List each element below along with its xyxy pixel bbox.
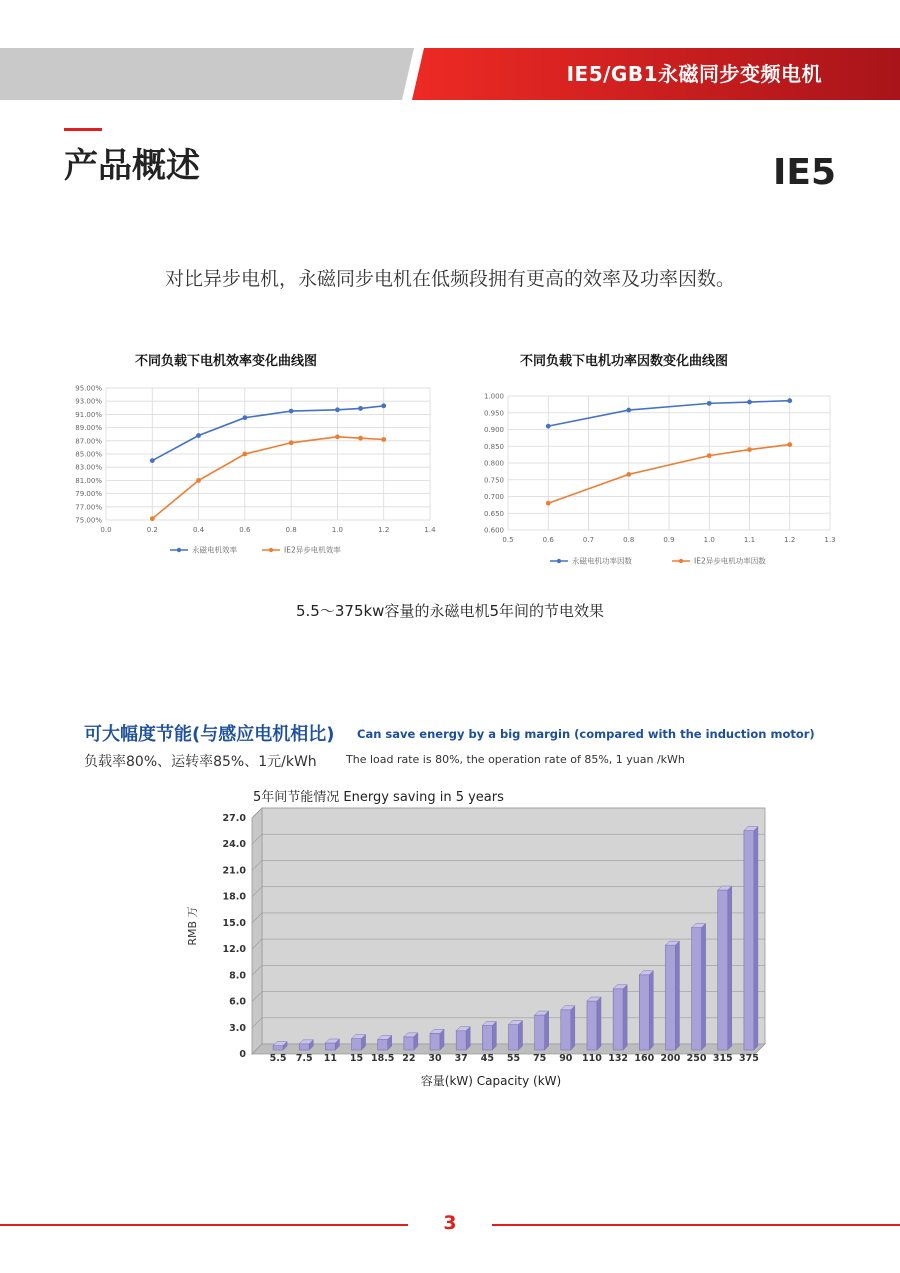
x-tick-label: 315 xyxy=(712,1053,733,1064)
y-tick-label: 0.700 xyxy=(483,493,504,501)
footer-line-left xyxy=(0,1224,408,1226)
bar-side-face xyxy=(623,985,627,1050)
data-point xyxy=(150,516,155,521)
bar-side-face xyxy=(545,1011,549,1050)
x-tick-label: 45 xyxy=(480,1053,494,1064)
y-tick-label: 24.0 xyxy=(222,839,246,851)
x-tick-label: 30 xyxy=(428,1053,442,1064)
x-tick-label: 1.2 xyxy=(378,526,390,534)
bar xyxy=(587,1001,597,1050)
y-tick-label: 89.00% xyxy=(75,424,102,433)
data-point xyxy=(335,434,340,439)
y-tick-label: 87.00% xyxy=(75,437,102,446)
y-axis-label: RMB 万 xyxy=(186,906,199,946)
title-accent-line xyxy=(64,128,102,131)
intro-text: 对比异步电机，永磁同步电机在低频段拥有更高的效率及功率因数。 xyxy=(164,268,735,290)
y-tick-label: 77.00% xyxy=(75,503,102,512)
footer-line-right xyxy=(492,1224,900,1226)
bar-side-face xyxy=(466,1027,470,1050)
y-tick-label: 0.650 xyxy=(483,509,504,518)
x-tick-label: 1.1 xyxy=(743,536,756,544)
x-tick-label: 1.2 xyxy=(784,536,796,544)
data-point xyxy=(626,472,631,477)
bar-side-face xyxy=(440,1029,444,1050)
x-tick-label: 250 xyxy=(686,1053,707,1064)
data-point xyxy=(196,478,201,483)
y-tick-label: 3.0 xyxy=(229,1022,246,1034)
x-tick-label: 1.0 xyxy=(703,536,715,544)
y-tick-label: 85.00% xyxy=(75,450,102,459)
x-tick-label: 7.5 xyxy=(295,1053,313,1064)
bar xyxy=(692,928,702,1050)
bar xyxy=(561,1010,571,1050)
y-tick-label: 75.00% xyxy=(75,516,102,525)
data-point xyxy=(381,437,386,442)
x-tick-label: 75 xyxy=(533,1053,547,1064)
y-tick-label: 0.750 xyxy=(483,476,504,485)
data-point xyxy=(150,458,155,463)
bar xyxy=(613,989,623,1050)
x-tick-label: 22 xyxy=(402,1053,416,1064)
power-factor-chart-title: 不同负载下电机功率因数变化曲线图 xyxy=(520,354,729,369)
bar-side-face xyxy=(519,1021,523,1050)
y-tick-label: 1.000 xyxy=(483,392,504,401)
x-tick-label: 200 xyxy=(660,1053,681,1064)
data-point xyxy=(707,401,712,406)
savings-heading-cn: 可大幅度节能(与感应电机相比) xyxy=(84,724,335,745)
x-tick-label: 1.0 xyxy=(331,526,343,534)
x-tick-label: 1.3 xyxy=(824,536,836,544)
x-tick-label: 0.2 xyxy=(146,526,158,534)
data-point xyxy=(358,436,363,441)
data-point xyxy=(546,501,551,506)
x-tick-label: 160 xyxy=(634,1053,655,1064)
x-tick-label: 11 xyxy=(323,1053,338,1064)
efficiency-grade-label: IE5 xyxy=(772,152,836,193)
bar xyxy=(718,890,728,1050)
bar xyxy=(482,1026,492,1050)
energy-saving-bar-chart xyxy=(180,800,780,1100)
y-tick-label: 12.0 xyxy=(222,944,246,956)
bar-side-face xyxy=(702,924,706,1050)
y-tick-label: 18.0 xyxy=(222,891,246,903)
x-tick-label: 1.4 xyxy=(424,526,436,534)
y-tick-label: 83.00% xyxy=(75,463,102,472)
x-tick-label: 55 xyxy=(506,1053,521,1064)
x-tick-label: 132 xyxy=(608,1053,629,1064)
data-point xyxy=(242,452,247,457)
data-point xyxy=(289,409,294,414)
data-point xyxy=(626,408,631,413)
y-tick-label: 93.00% xyxy=(75,397,102,406)
savings-heading-en: Can save energy by a big margin (compared with the induction motor) xyxy=(357,727,815,741)
bar xyxy=(325,1043,335,1050)
bar xyxy=(665,945,675,1050)
x-tick-label: 0.8 xyxy=(623,536,635,544)
x-tick-label: 5.5 xyxy=(269,1053,287,1064)
y-tick-label: 91.00% xyxy=(75,410,102,419)
power-factor-chart xyxy=(460,378,850,578)
x-tick-label: 0.9 xyxy=(663,536,675,544)
legend-label: IE2异步电机效率 xyxy=(284,545,341,555)
bar-side-face xyxy=(754,827,758,1050)
y-tick-label: 0.800 xyxy=(483,459,504,468)
savings-conditions-cn: 负载率80%、运转率85%、1元/kWh xyxy=(84,754,317,770)
header-gray-band xyxy=(0,48,414,100)
x-axis-label: 容量(kW) Capacity (kW) xyxy=(420,1074,562,1088)
data-point xyxy=(707,453,712,458)
bar-side-face xyxy=(649,971,653,1050)
efficiency-chart-title: 不同负载下电机效率变化曲线图 xyxy=(135,354,318,369)
data-point xyxy=(335,407,340,412)
bar xyxy=(378,1040,388,1050)
x-tick-label: 90 xyxy=(559,1053,573,1064)
data-point xyxy=(747,447,752,452)
data-point xyxy=(242,415,247,420)
y-tick-label: 0.950 xyxy=(483,409,504,418)
y-tick-label: 27.0 xyxy=(222,813,246,824)
savings-conditions-en: The load rate is 80%, the operation rate of 85%, 1 yuan /kWh xyxy=(346,753,685,766)
header-title: IE5/GB1永磁同步变频电机 xyxy=(566,62,822,86)
data-point xyxy=(289,440,294,445)
bar-side-face xyxy=(675,941,679,1050)
x-tick-label: 18.5 xyxy=(370,1053,395,1064)
bar xyxy=(744,831,754,1050)
legend-swatch-marker xyxy=(177,548,181,552)
bar xyxy=(639,975,649,1050)
data-point xyxy=(358,406,363,411)
plot-back-wall xyxy=(262,808,765,1044)
y-tick-label: 0.900 xyxy=(483,426,504,434)
x-tick-label: 0.6 xyxy=(239,526,251,534)
bar-side-face xyxy=(571,1006,575,1050)
bar xyxy=(509,1025,519,1050)
efficiency-chart xyxy=(60,378,440,570)
bar xyxy=(273,1046,283,1050)
data-point xyxy=(747,400,752,405)
legend-label: 永磁电机功率因数 xyxy=(572,556,632,566)
y-tick-label: 95.00% xyxy=(75,384,102,393)
legend-swatch-marker xyxy=(557,559,561,563)
page-title: 产品概述 xyxy=(64,146,200,186)
data-point xyxy=(381,403,386,408)
x-tick-label: 0.5 xyxy=(502,536,514,544)
bar-side-face xyxy=(597,997,601,1050)
x-tick-label: 0.6 xyxy=(542,536,554,544)
plot-side-wall xyxy=(252,808,262,1054)
x-tick-label: 15 xyxy=(349,1053,364,1064)
x-tick-label: 0.8 xyxy=(285,526,297,534)
x-tick-label: 37 xyxy=(454,1053,468,1064)
bar xyxy=(352,1039,362,1050)
bar xyxy=(456,1031,466,1050)
x-tick-label: 0.0 xyxy=(100,526,112,534)
data-point xyxy=(787,398,792,403)
y-tick-label: 21.0 xyxy=(222,865,246,877)
y-tick-label: 0.850 xyxy=(483,442,504,451)
bar xyxy=(535,1015,545,1050)
bar xyxy=(430,1033,440,1050)
y-tick-label: 15.0 xyxy=(222,917,246,929)
y-tick-label: 79.00% xyxy=(75,490,102,499)
y-tick-label: 0 xyxy=(239,1049,246,1060)
bar xyxy=(299,1044,309,1050)
bar-side-face xyxy=(492,1022,496,1050)
y-tick-label: 8.0 xyxy=(229,970,246,982)
bar-side-face xyxy=(728,886,732,1050)
x-tick-label: 0.7 xyxy=(582,536,595,544)
x-tick-label: 110 xyxy=(582,1053,602,1064)
x-tick-label: 0.4 xyxy=(193,526,205,534)
y-tick-label: 6.0 xyxy=(229,996,246,1008)
legend-label: IE2异步电机功率因数 xyxy=(694,556,766,566)
energy-saving-caption: 5.5～375kw容量的永磁电机5年间的节电效果 xyxy=(296,602,604,620)
bar xyxy=(404,1037,414,1050)
page-number: 3 xyxy=(443,1212,457,1234)
data-point xyxy=(787,442,792,447)
y-tick-label: 0.600 xyxy=(483,526,504,535)
legend-label: 永磁电机效率 xyxy=(192,545,237,555)
data-point xyxy=(196,433,201,438)
legend-swatch-marker xyxy=(679,559,683,563)
bar-chart-title: 5年间节能情况 Energy saving in 5 years xyxy=(253,790,504,805)
legend-swatch-marker xyxy=(269,548,273,552)
data-point xyxy=(546,424,551,429)
y-tick-label: 81.00% xyxy=(75,476,102,485)
x-tick-label: 375 xyxy=(738,1053,759,1064)
